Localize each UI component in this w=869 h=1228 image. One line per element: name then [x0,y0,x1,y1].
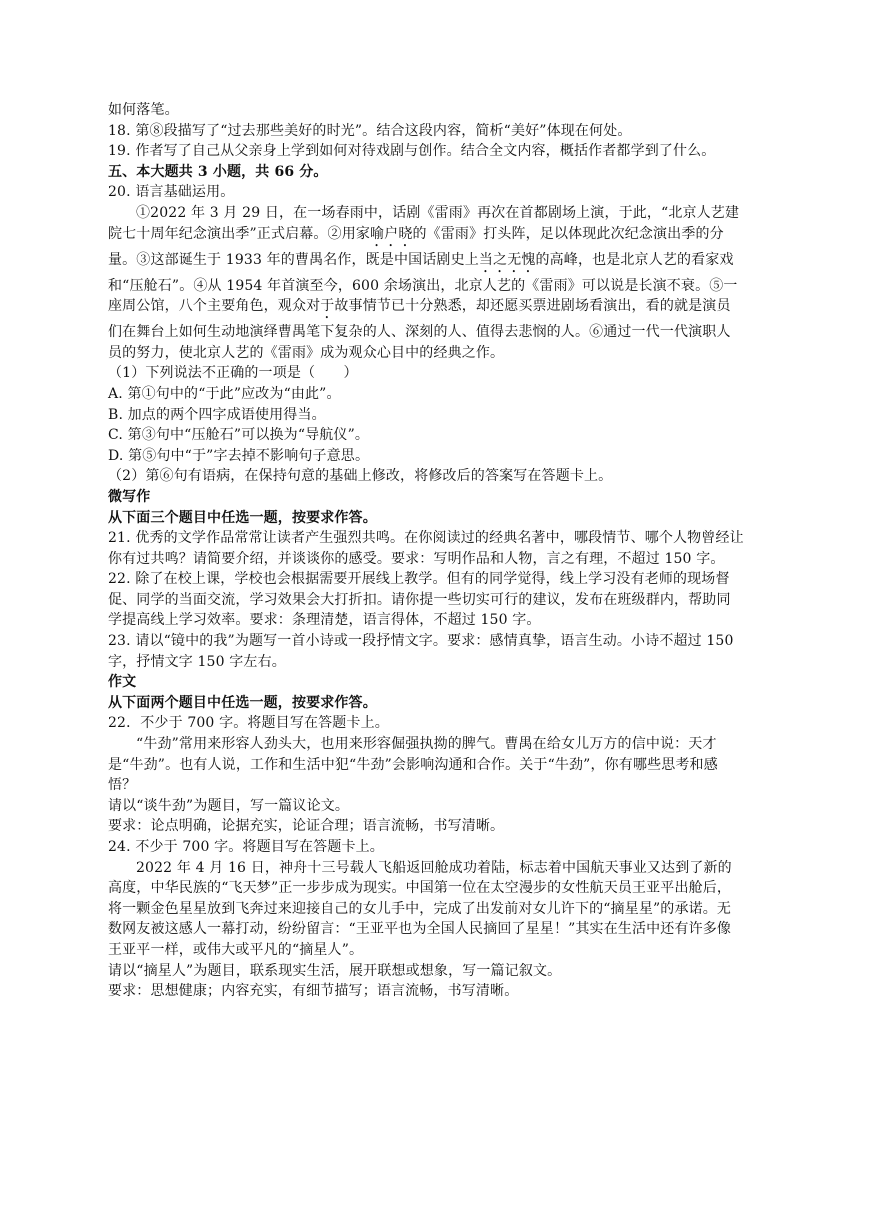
passage-text: 的《雷雨》打头阵，足以体现此次纪念演出季的分量。③这部诞生于 1933 年的曹禺名作，既是中国话剧史上 [108,225,724,268]
question-22-micro: 22. 除了在校上课，学校也会根据需要开展线上教学。但有的同学觉得，线上学习没有老师的现场督促、同学的当面交流，学习效果会大打折扣。请你提一些切实可行的建议，发布在班级群内，帮助同学提高线上学习效率。要求：条理清楚，语言得体，不超过 150 字。 [108,571,731,629]
essay-instruction: 从下面两个题目中任选一题，按要求作答。 [108,694,377,711]
essay-24-prompt: 2022 年 4 月 16 日，神舟十三号载人飞船返回舱成功着陆，标志着中国航天事业又达到了新的高度，中华民族的“飞天梦”正一步步成为现实。中国第一位在太空漫步的女性航天员王亚平出舱后，将一颗金色星星放到飞奔过来迎接自己的女儿手中，完成了出发前对女儿许下的“摘星星”的承诺。无数网友被这感人一幕打动，纷纷留言：“王亚平也为全国人民摘回了星星！”其实在生活中还有许多像王亚平一样，或伟大或平凡的“摘星人”。 [108,859,732,958]
dotted-idiom: 喻户晓 [370,225,413,242]
passage-text: 的高峰，也是北京人艺的看家戏和“压舱石”。④从 1954 年首演至今，600 余场演出，北京人艺的《雷雨》可以说是长演不衰。⑤一座周公馆，八个主要角色，观众对 [108,251,738,315]
essay-22-prompt: “牛劲”常用来形容人劲头大，也用来形容倔强执拗的脾气。曹禺在给女儿万方的信中说：天才是“牛劲”。也有人说，工作和生活中犯“牛劲”会影响沟通和合作。关于“牛劲”，你有哪些思考和感悟？ [108,736,718,794]
question-19: 19. 作者写了自己从父亲身上学到如何对待戏剧与创作。结合全文内容，概括作者都学到了什么。 [108,143,716,160]
essay-22: 22．不少于 700 字。将题目写在答题卡上。 [108,715,389,732]
option-d: D. 第⑤句中“于”字去掉不影响句子意思。 [108,447,370,464]
dotted-char: 于 [320,298,335,315]
question-18: 18. 第⑧段描写了“过去那些美好的时光”。结合这段内容，简析“美好”体现在何处。 [108,122,632,139]
question-23: 23. 请以“镜中的我”为题写一首小诗或一段抒情文字。要求：感情真挚，语言生动。小诗不超过 150 字，抒情文字 150 字左右。 [108,633,734,670]
essay-22-task: 请以“谈牛劲”为题目，写一篇议论文。 [108,797,350,814]
passage-text: ①2022 年 3 月 29 日，在一场春雨中，话剧《雷雨》再次在首都剧场上演，于此，“北京人艺建院七十周年纪念演出季”正式启幕。②用家 [108,204,740,242]
question-20-2: （2）第⑥句有语病，在保持句意的基础上修改，将修改后的答案写在答题卡上。 [108,468,613,485]
passage-text: 故事情节已十分熟悉，却还愿买票进剧场看演出，看的就是演员们在舞台上如何生动地演绎曹禺笔下复杂的人、深刻的人、值得去悲悯的人。⑥通过一代一代演职人员的努力，使北京人艺的《雷雨》成为观众心目中的经典之作。 [108,298,731,361]
essay-24-task: 请以“摘星人”为题目，联系现实生活，展开联想或想象，写一篇记叙文。 [108,962,562,979]
essay-24: 24. 不少于 700 字。将题目写在答题卡上。 [108,839,384,855]
option-a: A. 第①句中的“于此”应改为“由此”。 [108,385,341,402]
option-c: C. 第③句中“压舱石”可以换为“导航仪”。 [108,427,370,444]
question-20-passage [108,203,744,363]
exam-page [108,100,744,1002]
question-20-1: （1）下列说法不正确的一项是（ ） [108,365,358,382]
question-21: 21. 优秀的文学作品常常让读者产生强烈共鸣。在你阅读过的经典名著中，哪段情节、哪个人物曾经让你有过共鸣？请简要介绍，并谈谈你的感受。要求：写明作品和人物，言之有理，不超过 150 字。 [108,530,744,567]
micro-writing-heading: 微写作 [108,488,151,505]
dotted-idiom: 当之无愧 [478,251,536,268]
essay-22-requirements: 要求：论点明确，论据充实，论证合理；语言流畅，书写清晰。 [108,818,505,835]
text-line: 如何落笔。 [108,102,179,118]
essay-24-requirements: 要求：思想健康；内容充实，有细节描写；语言流畅，书写清晰。 [108,983,519,1000]
essay-heading: 作文 [108,674,137,691]
micro-writing-instruction: 从下面三个题目中任选一题，按要求作答。 [108,509,377,526]
section-heading: 五、本大题共 3 小题，共 66 分。 [108,163,328,180]
question-20: 20. 语言基础运用。 [108,184,235,201]
option-b: B. 加点的两个四字成语使用得当。 [108,406,326,423]
